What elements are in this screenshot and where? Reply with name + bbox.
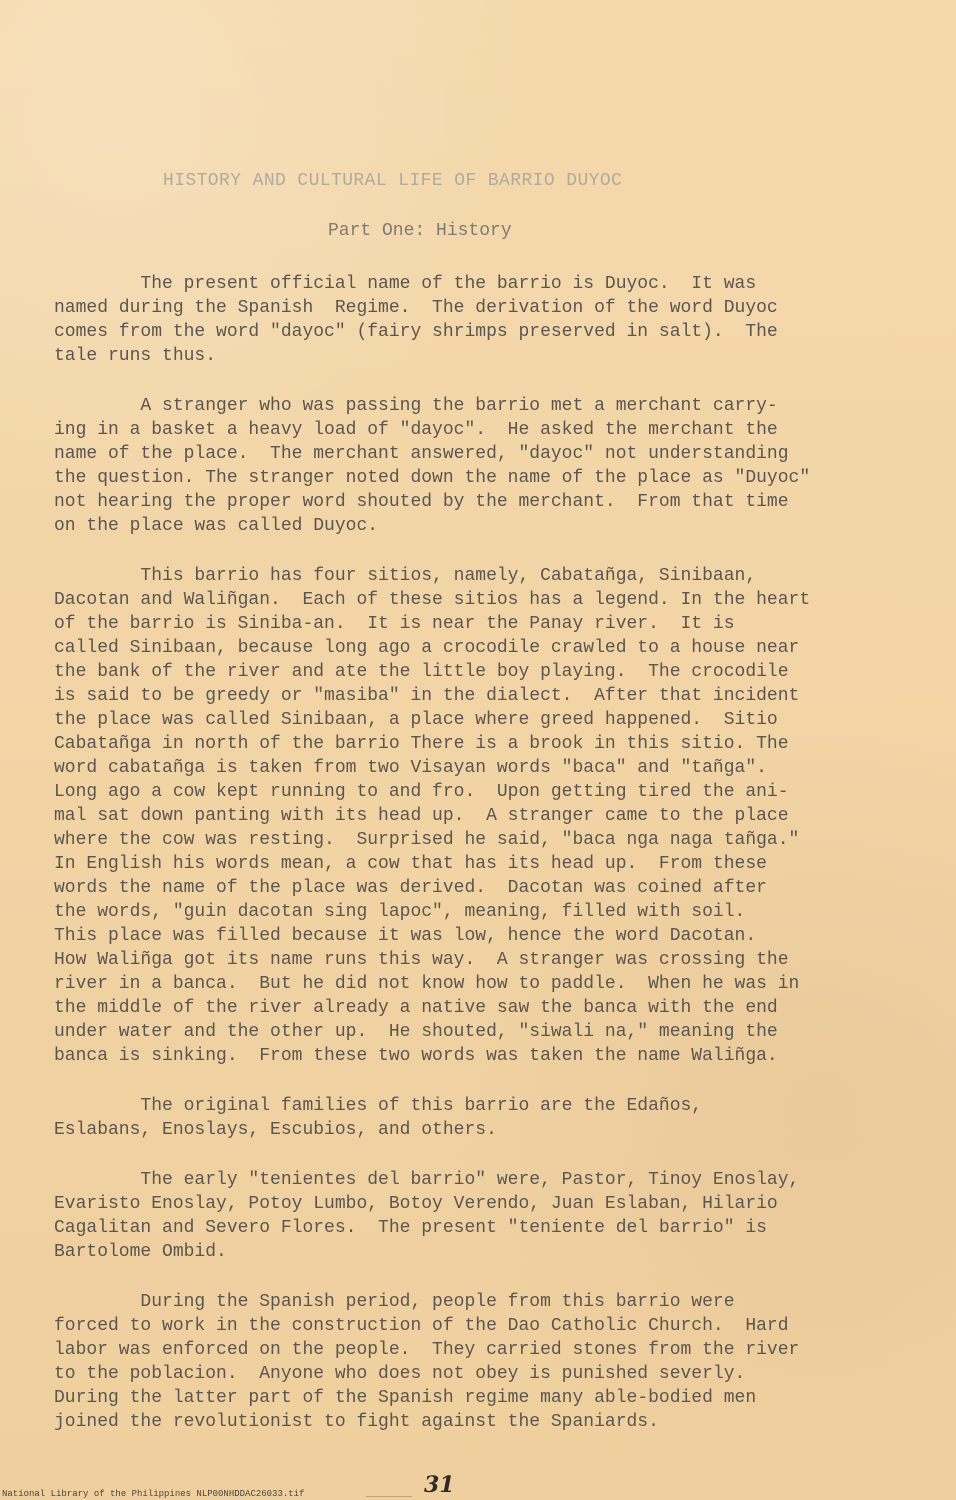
body-line: Cabatañga in north of the barrio There is a brook in this sitio. The — [54, 734, 789, 754]
body-line: is said to be greedy or "masiba" in the dialect. After that incident — [54, 686, 800, 706]
body-line: banca is sinking. From these two words was taken the name Waliñga. — [54, 1046, 778, 1066]
body-line: How Waliñga got its name runs this way. A stranger was crossing the — [54, 950, 789, 970]
body-line: tale runs thus. — [54, 346, 217, 366]
body-line: labor was enforced on the people. They carried stones from the river — [54, 1340, 800, 1360]
paragraph-spanish-period — [54, 1290, 914, 1434]
body-line: The present official name of the barrio is Duyoc. It was — [54, 274, 757, 294]
body-line: name of the place. The merchant answered, "dayoc" not understanding — [54, 444, 789, 464]
document-body — [54, 272, 914, 1460]
body-line: mal sat down panting with its head up. A stranger came to the place — [54, 806, 789, 826]
body-line: the place was called Sinibaan, a place where greed happened. Sitio — [54, 710, 778, 730]
body-line: to the poblacion. Anyone who does not obey is punished severly. — [54, 1364, 746, 1384]
body-line: During the Spanish period, people from this barrio were — [54, 1292, 735, 1312]
body-line: called Sinibaan, because long ago a crocodile crawled to a house near — [54, 638, 800, 658]
page-number: 31 — [424, 1472, 455, 1498]
body-line: the question. The stranger noted down the name of the place as "Duyoc" — [54, 468, 811, 488]
body-line: The original families of this barrio are the Edaños, — [54, 1096, 703, 1116]
paragraph-origin-name — [54, 272, 914, 368]
body-line: the middle of the river already a native saw the banca with the end — [54, 998, 778, 1018]
body-line: not hearing the proper word shouted by the merchant. From that time — [54, 492, 789, 512]
body-line: comes from the word "dayoc" (fairy shrimps preserved in salt). The — [54, 322, 778, 342]
body-line: where the cow was resting. Surprised he said, "baca nga naga tañga." — [54, 830, 800, 850]
body-line: This place was filled because it was low, hence the word Dacotan. — [54, 926, 757, 946]
body-line: of the barrio is Siniba-an. It is near the Panay river. It is — [54, 614, 735, 634]
body-line: word cabatañga is taken from two Visayan words "baca" and "tañga". — [54, 758, 767, 778]
body-line: Dacotan and Waliñgan. Each of these sitios has a legend. In the heart — [54, 590, 811, 610]
paragraph-tenientes — [54, 1168, 914, 1264]
body-line: joined the revolutionist to fight against the Spaniards. — [54, 1412, 659, 1432]
body-line: the bank of the river and ate the little boy playing. The crocodile — [54, 662, 789, 682]
paragraph-original-families — [54, 1094, 914, 1142]
body-line: the words, "guin dacotan sing lapoc", meaning, filled with soil. — [54, 902, 746, 922]
body-line: During the latter part of the Spanish regime many able-bodied men — [54, 1388, 757, 1408]
body-line: named during the Spanish Regime. The derivation of the word Duyoc — [54, 298, 778, 318]
document-subtitle: Part One: History — [328, 221, 512, 241]
paragraph-name-tale — [54, 394, 914, 538]
body-line: river in a banca. But he did not know how to paddle. When he was in — [54, 974, 800, 994]
body-line: The early "tenientes del barrio" were, Pastor, Tinoy Enoslay, — [54, 1170, 800, 1190]
paragraph-sitios — [54, 564, 914, 1068]
body-line: Cagalitan and Severo Flores. The present "teniente del barrio" is — [54, 1218, 767, 1238]
document-title: HISTORY AND CULTURAL LIFE OF BARRIO DUYOC — [163, 171, 623, 191]
body-line: Bartolome Ombid. — [54, 1242, 227, 1262]
body-line: under water and the other up. He shouted, "siwali na," meaning the — [54, 1022, 778, 1042]
body-line: forced to work in the construction of the Dao Catholic Church. Hard — [54, 1316, 789, 1336]
body-line: words the name of the place was derived. Dacotan was coined after — [54, 878, 767, 898]
body-line: This barrio has four sitios, namely, Cabatañga, Sinibaan, — [54, 566, 757, 586]
body-line: A stranger who was passing the barrio met a merchant carry- — [54, 396, 778, 416]
body-line: ing in a basket a heavy load of "dayoc". He asked the merchant the — [54, 420, 778, 440]
body-line: Long ago a cow kept running to and fro. Upon getting tired the ani- — [54, 782, 789, 802]
body-line: Eslabans, Enoslays, Escubios, and others. — [54, 1120, 497, 1140]
archive-footer-label: National Library of the Philippines NLP00NHDDAC26033.tif — [2, 1489, 305, 1499]
footer-rule — [366, 1496, 412, 1497]
body-line: In English his words mean, a cow that has its head up. From these — [54, 854, 767, 874]
body-line: Evaristo Enoslay, Potoy Lumbo, Botoy Verendo, Juan Eslaban, Hilario — [54, 1194, 778, 1214]
body-line: on the place was called Duyoc. — [54, 516, 379, 536]
